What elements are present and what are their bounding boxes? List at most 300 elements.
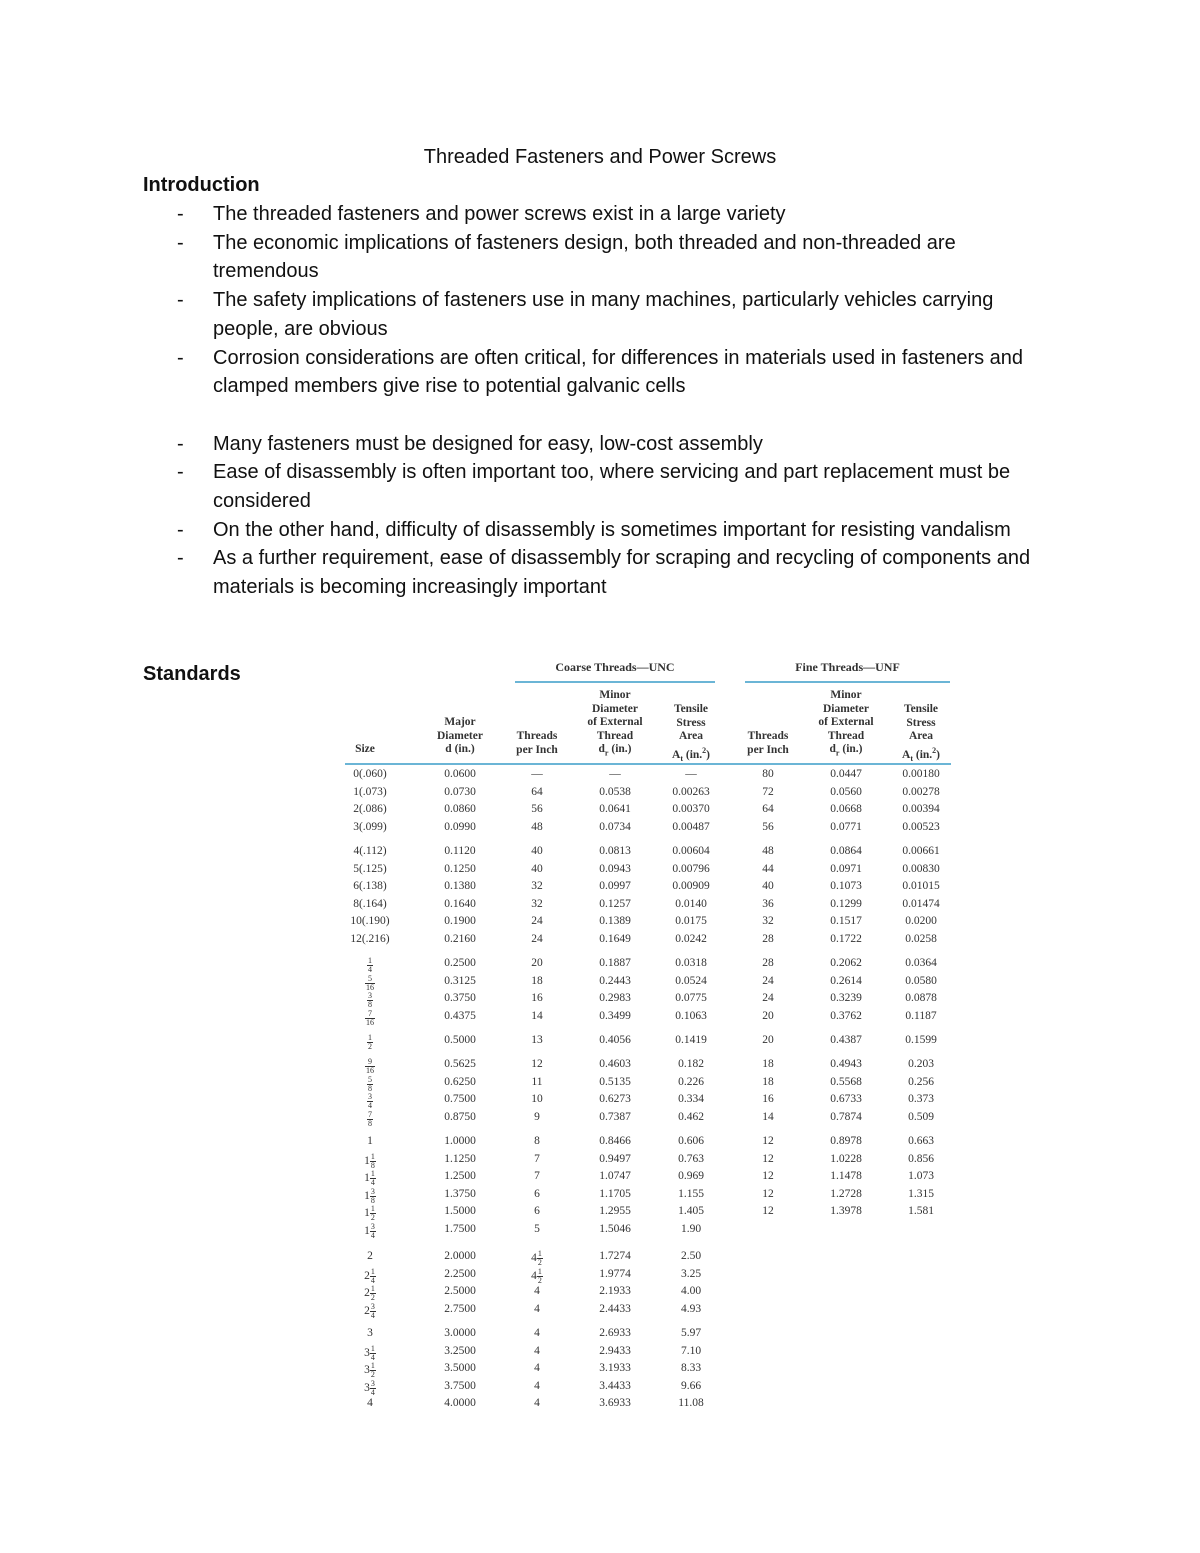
cell-major-diameter: 2.0000 bbox=[444, 1250, 476, 1262]
table-row bbox=[340, 880, 952, 897]
cell-coarse-tpi: 64 bbox=[531, 785, 543, 798]
header-fine-minor-diameter: Minor Diameter of External Thread $d_r$ (in.) bbox=[818, 689, 874, 758]
cell-fine-minor-diameter: 0.0447 bbox=[830, 768, 862, 780]
cell-coarse-minor-diameter: 0.2983 bbox=[599, 992, 631, 1004]
cell-coarse-minor-diameter: 0.8466 bbox=[599, 1135, 631, 1147]
list-item-text: Many fasteners must be designed for easy, low-cost assembly bbox=[213, 432, 763, 455]
cell-coarse-minor-diameter: 2.4433 bbox=[599, 1302, 631, 1315]
fine-group-rule bbox=[745, 681, 950, 683]
cell-major-diameter: 0.4375 bbox=[444, 1009, 476, 1022]
cell-fine-minor-diameter: 0.2062 bbox=[830, 957, 862, 969]
cell-size: 6(.138) bbox=[353, 880, 387, 892]
cell-coarse-tpi: 24 bbox=[531, 915, 543, 927]
table-row bbox=[340, 1111, 952, 1128]
cell-coarse-minor-diameter: 2.1933 bbox=[599, 1285, 631, 1297]
standards-heading: Standards bbox=[143, 663, 241, 685]
cell-coarse-minor-diameter: 0.0538 bbox=[599, 785, 631, 798]
cell-fine-tpi: 12 bbox=[762, 1187, 774, 1200]
fraction: $\frac{3}{4}$ bbox=[370, 1221, 375, 1240]
cell-coarse-tensile-area: 2.50 bbox=[680, 1250, 702, 1262]
cell-major-diameter: 1.3750 bbox=[444, 1187, 476, 1200]
cell-coarse-tpi: 40 bbox=[531, 862, 543, 875]
cell-coarse-minor-diameter: — bbox=[609, 768, 621, 780]
cell-coarse-minor-diameter: 2.9433 bbox=[599, 1344, 631, 1357]
cell-coarse-tensile-area: 4.93 bbox=[680, 1302, 702, 1315]
cell-fine-tpi: 80 bbox=[762, 768, 774, 780]
cell-coarse-minor-diameter: 0.3499 bbox=[599, 1009, 631, 1022]
cell-coarse-tensile-area: 0.0775 bbox=[675, 992, 707, 1004]
cell-major-diameter: 0.1640 bbox=[444, 897, 476, 910]
cell-size: 3 bbox=[367, 1327, 373, 1339]
fraction: $\frac{1}{4}$ bbox=[368, 956, 372, 974]
cell-coarse-tpi: 4 bbox=[534, 1302, 540, 1315]
cell-major-diameter: 0.0730 bbox=[444, 785, 476, 798]
table-row bbox=[340, 975, 952, 992]
cell-coarse-tensile-area: — bbox=[685, 768, 697, 780]
cell-coarse-minor-diameter: 0.0734 bbox=[599, 820, 631, 833]
cell-size: 3(.099) bbox=[353, 820, 387, 833]
cell-fine-minor-diameter: 0.1073 bbox=[830, 880, 862, 892]
cell-coarse-tpi: 4 bbox=[534, 1379, 540, 1392]
table-row bbox=[340, 957, 952, 974]
table-row bbox=[340, 1397, 952, 1414]
table-row bbox=[340, 1223, 952, 1240]
table-row bbox=[340, 1250, 952, 1267]
table-row bbox=[340, 1303, 952, 1320]
cell-fine-tensile-area: 0.01474 bbox=[902, 897, 940, 910]
cell-coarse-tensile-area: 5.97 bbox=[680, 1327, 702, 1339]
introduction-heading: Introduction bbox=[143, 174, 260, 196]
cell-fine-tpi: 44 bbox=[762, 862, 774, 875]
list-item-text: As a further requirement, ease of disassembly for scraping and recycling of components and materials is becoming increasingly important bbox=[213, 547, 1031, 599]
cell-coarse-minor-diameter: 0.1389 bbox=[599, 915, 631, 927]
cell-major-diameter: 4.0000 bbox=[444, 1397, 476, 1409]
cell-coarse-tpi: 4 bbox=[534, 1362, 540, 1374]
table-row bbox=[340, 1205, 952, 1222]
cell-fine-tensile-area: 0.0364 bbox=[905, 957, 937, 969]
fraction: $\frac{1}{4}$ bbox=[370, 1169, 375, 1187]
cell-fine-tpi: 16 bbox=[762, 1093, 774, 1105]
cell-fine-tpi: 12 bbox=[762, 1152, 774, 1165]
cell-coarse-tpi: 14 bbox=[531, 1009, 543, 1022]
table-row bbox=[340, 1153, 952, 1170]
cell-coarse-minor-diameter: 1.1705 bbox=[599, 1187, 631, 1200]
bullet-dash: - bbox=[177, 461, 184, 484]
cell-fine-tensile-area: 0.0580 bbox=[905, 974, 937, 987]
cell-coarse-tpi: 48 bbox=[531, 820, 543, 833]
header-major-diameter: Major Diameter d (in.) bbox=[437, 716, 483, 755]
cell-coarse-tpi: 6 bbox=[534, 1205, 540, 1217]
header-coarse-threads-per-inch: Threads per Inch bbox=[516, 730, 558, 756]
cell-major-diameter: 0.3750 bbox=[444, 992, 476, 1004]
cell-fine-tpi: 20 bbox=[762, 1034, 774, 1046]
cell-coarse-tensile-area: 0.606 bbox=[678, 1135, 704, 1147]
cell-size: 2 $\frac{3}{4}$ bbox=[364, 1301, 375, 1320]
cell-fine-tpi: 24 bbox=[762, 992, 774, 1004]
cell-major-diameter: 0.5625 bbox=[444, 1058, 476, 1070]
cell-fine-tpi: 28 bbox=[762, 932, 774, 945]
cell-major-diameter: 0.2160 bbox=[444, 932, 476, 945]
page-title: Threaded Fasteners and Power Screws bbox=[423, 146, 777, 168]
header-fine-tensile-area: Tensile Stress Area $A_t$ (in.$^2$) bbox=[902, 703, 940, 763]
cell-coarse-tensile-area: 0.00263 bbox=[672, 785, 710, 798]
cell-major-diameter: 0.1900 bbox=[444, 915, 476, 927]
cell-coarse-tpi: 7 bbox=[534, 1170, 540, 1182]
cell-fine-tensile-area: 0.00523 bbox=[902, 820, 940, 833]
bullet-dash: - bbox=[177, 289, 184, 312]
cell-coarse-tensile-area: 0.0318 bbox=[675, 957, 707, 969]
cell-major-diameter: 0.1380 bbox=[444, 880, 476, 892]
list-item-text: On the other hand, difficulty of disassembly is sometimes important for resisting vandalism bbox=[213, 518, 1011, 541]
cell-coarse-tensile-area: 0.763 bbox=[678, 1152, 704, 1165]
header-coarse-minor-diameter: Minor Diameter of External Thread $d_r$ (in.) bbox=[587, 689, 643, 758]
cell-major-diameter: 3.7500 bbox=[444, 1379, 476, 1392]
cell-coarse-tensile-area: 0.1063 bbox=[675, 1009, 707, 1022]
cell-size: 5(.125) bbox=[353, 862, 387, 875]
cell-coarse-tpi: 10 bbox=[531, 1093, 543, 1105]
fraction: $\frac{1}{2}$ bbox=[370, 1284, 375, 1302]
cell-fine-tpi: 56 bbox=[762, 820, 774, 833]
list-item-text: The economic implications of fasteners design, both threaded and non-threaded are tremendous bbox=[213, 231, 956, 283]
cell-coarse-tensile-area: 11.08 bbox=[678, 1397, 704, 1409]
cell-coarse-tensile-area: 0.0242 bbox=[675, 932, 707, 945]
table-row bbox=[340, 1135, 952, 1152]
cell-fine-tpi: 24 bbox=[762, 974, 774, 987]
cell-coarse-tpi: 4 bbox=[534, 1344, 540, 1357]
table-row bbox=[340, 1327, 952, 1344]
list-item bbox=[143, 200, 1063, 229]
cell-coarse-tpi: 9 bbox=[534, 1110, 540, 1123]
header-size: Size bbox=[355, 743, 375, 755]
cell-coarse-tpi: 7 bbox=[534, 1152, 540, 1165]
list-item bbox=[143, 286, 1063, 343]
coarse-group-header: Coarse Threads—UNC bbox=[555, 660, 675, 674]
cell-major-diameter: 0.8750 bbox=[444, 1110, 476, 1123]
cell-coarse-tensile-area: 0.0175 bbox=[675, 915, 707, 927]
cell-size: 1 $\frac{1}{4}$ bbox=[364, 1169, 375, 1187]
coarse-group-rule bbox=[515, 681, 715, 683]
cell-fine-tensile-area: 1.073 bbox=[908, 1170, 934, 1182]
cell-fine-tpi: 72 bbox=[762, 785, 774, 798]
cell-size bbox=[340, 957, 400, 974]
cell-size: 3 $\frac{3}{4}$ bbox=[364, 1378, 375, 1397]
list-item bbox=[143, 458, 1063, 515]
cell-fine-minor-diameter: 0.5568 bbox=[830, 1075, 862, 1088]
bullet-dash: - bbox=[177, 231, 184, 254]
list-item-text: The threaded fasteners and power screws exist in a large variety bbox=[213, 203, 786, 225]
cell-major-diameter: 1.7500 bbox=[444, 1222, 476, 1235]
cell-coarse-tpi: 13 bbox=[531, 1034, 543, 1046]
cell-coarse-tpi: 32 bbox=[531, 897, 543, 910]
list-item-text: Corrosion considerations are often critical, for differences in materials used in fasteners and clamped members give rise to potential galvanic cells bbox=[213, 346, 1024, 398]
fraction: $\frac{7}{16}$ bbox=[366, 1008, 374, 1027]
cell-coarse-minor-diameter: 1.2955 bbox=[599, 1205, 631, 1217]
cell-coarse-tensile-area: 0.00909 bbox=[672, 880, 710, 892]
cell-fine-minor-diameter: 0.0771 bbox=[830, 820, 862, 833]
bullet-dash: - bbox=[177, 432, 184, 455]
table-header-rule bbox=[345, 763, 951, 765]
cell-major-diameter: 0.3125 bbox=[444, 974, 476, 987]
cell-coarse-tensile-area: 7.10 bbox=[680, 1344, 702, 1357]
cell-size: 4(.112) bbox=[353, 845, 387, 857]
fraction: $\frac{5}{16}$ bbox=[366, 973, 374, 992]
fraction: $\frac{1}{4}$ bbox=[370, 1343, 375, 1362]
cell-coarse-tensile-area: 9.66 bbox=[680, 1379, 702, 1392]
cell-fine-tensile-area: 1.581 bbox=[908, 1205, 934, 1217]
cell-coarse-tensile-area: 0.0140 bbox=[675, 897, 707, 910]
cell-coarse-tensile-area: 0.00604 bbox=[672, 845, 710, 857]
cell-coarse-tpi: 4 bbox=[534, 1327, 540, 1339]
fraction: $\frac{3}{4}$ bbox=[370, 1378, 375, 1397]
cell-major-diameter: 0.7500 bbox=[444, 1093, 476, 1105]
list-item-text: Ease of disassembly is often important too, where servicing and part replacement must be considered bbox=[213, 461, 1011, 513]
cell-fine-tpi: 14 bbox=[762, 1110, 774, 1123]
cell-coarse-minor-diameter: 0.0943 bbox=[599, 862, 631, 875]
cell-size: 3 $\frac{1}{2}$ bbox=[364, 1361, 375, 1379]
table-row bbox=[340, 1380, 952, 1397]
list-item bbox=[143, 516, 1063, 545]
cell-fine-tpi: 12 bbox=[762, 1170, 774, 1182]
cell-fine-tpi: 12 bbox=[762, 1135, 774, 1147]
list-item-text: The safety implications of fasteners use in many machines, particularly vehicles carrying people, are obvious bbox=[213, 289, 994, 340]
table-row bbox=[340, 845, 952, 862]
table-row bbox=[340, 1058, 952, 1075]
cell-fine-minor-diameter: 0.3239 bbox=[830, 992, 862, 1004]
cell-fine-minor-diameter: 0.6733 bbox=[830, 1093, 862, 1105]
cell-coarse-tensile-area: 0.182 bbox=[678, 1058, 704, 1070]
cell-size bbox=[340, 1034, 400, 1051]
cell-coarse-minor-diameter: 1.5046 bbox=[599, 1222, 631, 1235]
cell-coarse-minor-diameter: 0.1257 bbox=[599, 897, 631, 910]
cell-fine-tpi: 20 bbox=[762, 1009, 774, 1022]
cell-size bbox=[340, 1076, 400, 1093]
cell-major-diameter: 0.1250 bbox=[444, 862, 476, 875]
table-row bbox=[340, 898, 952, 915]
cell-fine-tensile-area: 1.315 bbox=[908, 1187, 934, 1200]
fraction: $\frac{1}{2}$ bbox=[370, 1204, 375, 1222]
cell-fine-tensile-area: 0.256 bbox=[908, 1075, 934, 1088]
cell-coarse-tpi: 24 bbox=[531, 932, 543, 945]
cell-coarse-tpi: 4 $\frac{1}{2}$ bbox=[531, 1266, 542, 1285]
cell-major-diameter: 2.2500 bbox=[444, 1267, 476, 1280]
cell-coarse-tensile-area: 0.462 bbox=[678, 1110, 704, 1123]
cell-coarse-tensile-area: 1.90 bbox=[680, 1222, 702, 1235]
cell-fine-minor-diameter: 0.0971 bbox=[830, 862, 862, 875]
cell-coarse-tensile-area: 1.155 bbox=[678, 1187, 704, 1200]
cell-size: 2(.086) bbox=[353, 803, 387, 815]
cell-coarse-tensile-area: 0.00796 bbox=[672, 862, 710, 875]
cell-size bbox=[340, 1010, 400, 1027]
table-row bbox=[340, 933, 952, 950]
table-row bbox=[340, 1010, 952, 1027]
cell-major-diameter: 1.5000 bbox=[444, 1205, 476, 1217]
fraction: $\frac{3}{8}$ bbox=[370, 1186, 375, 1205]
cell-coarse-minor-diameter: 0.4056 bbox=[599, 1034, 631, 1046]
cell-major-diameter: 0.1120 bbox=[444, 845, 476, 857]
introduction-list bbox=[143, 200, 1063, 602]
cell-coarse-minor-diameter: 3.4433 bbox=[599, 1379, 631, 1392]
cell-fine-tensile-area: 0.00180 bbox=[902, 768, 940, 780]
cell-fine-minor-diameter: 0.4387 bbox=[830, 1034, 862, 1046]
cell-coarse-tpi: 16 bbox=[531, 992, 543, 1004]
cell-coarse-tpi: 56 bbox=[531, 803, 543, 815]
table-row bbox=[340, 1170, 952, 1187]
bullet-dash: - bbox=[177, 346, 184, 369]
cell-fine-minor-diameter: 0.2614 bbox=[830, 974, 862, 987]
cell-size: 1 $\frac{3}{8}$ bbox=[364, 1186, 375, 1205]
table-row bbox=[340, 768, 952, 785]
list-item bbox=[143, 229, 1063, 286]
cell-size: 1 $\frac{1}{8}$ bbox=[364, 1151, 375, 1170]
cell-size: 1 bbox=[367, 1135, 373, 1147]
cell-major-diameter: 2.5000 bbox=[444, 1285, 476, 1297]
cell-size: 1(.073) bbox=[353, 785, 387, 798]
table-row bbox=[340, 1188, 952, 1205]
cell-fine-tensile-area: 0.203 bbox=[908, 1058, 934, 1070]
fine-group-header: Fine Threads—UNF bbox=[795, 660, 900, 674]
cell-fine-tpi: 12 bbox=[762, 1205, 774, 1217]
cell-size: 2 bbox=[367, 1250, 373, 1262]
cell-major-diameter: 0.2500 bbox=[444, 957, 476, 969]
fraction: $\frac{1}{2}$ bbox=[368, 1033, 372, 1051]
cell-coarse-tpi: 6 bbox=[534, 1187, 540, 1200]
cell-fine-minor-diameter: 0.4943 bbox=[830, 1058, 862, 1070]
cell-fine-minor-diameter: 1.3978 bbox=[830, 1205, 862, 1217]
cell-major-diameter: 0.0990 bbox=[444, 820, 476, 833]
table-row bbox=[340, 863, 952, 880]
cell-fine-minor-diameter: 1.1478 bbox=[830, 1170, 862, 1182]
bullet-dash: - bbox=[177, 518, 184, 541]
cell-fine-tensile-area: 0.00394 bbox=[902, 803, 940, 815]
fraction: $\frac{3}{4}$ bbox=[370, 1301, 375, 1320]
cell-size: 2 $\frac{1}{4}$ bbox=[364, 1266, 375, 1285]
cell-coarse-tpi: 12 bbox=[531, 1058, 543, 1070]
cell-coarse-minor-diameter: 0.6273 bbox=[599, 1093, 631, 1105]
cell-size bbox=[340, 1058, 400, 1075]
cell-major-diameter: 0.5000 bbox=[444, 1034, 476, 1046]
cell-coarse-tensile-area: 1.405 bbox=[678, 1205, 704, 1217]
cell-coarse-minor-diameter: 0.7387 bbox=[599, 1110, 631, 1123]
fraction: $\frac{1}{4}$ bbox=[370, 1266, 375, 1285]
cell-fine-tensile-area: 0.1187 bbox=[905, 1009, 937, 1022]
cell-size: 1 $\frac{3}{4}$ bbox=[364, 1221, 375, 1240]
cell-fine-tpi: 36 bbox=[762, 897, 774, 910]
cell-fine-tensile-area: 0.663 bbox=[908, 1135, 934, 1147]
cell-coarse-minor-diameter: 2.6933 bbox=[599, 1327, 631, 1339]
cell-coarse-minor-diameter: 0.0997 bbox=[599, 880, 631, 892]
cell-size: 1 $\frac{1}{2}$ bbox=[364, 1204, 375, 1222]
cell-size: 0(.060) bbox=[353, 768, 387, 780]
fraction: $\frac{1}{2}$ bbox=[537, 1249, 542, 1267]
cell-coarse-tpi: 32 bbox=[531, 880, 543, 892]
cell-coarse-tpi: 40 bbox=[531, 845, 543, 857]
cell-fine-minor-diameter: 0.1722 bbox=[830, 932, 862, 945]
fraction: $\frac{1}{2}$ bbox=[537, 1266, 542, 1285]
cell-coarse-minor-diameter: 3.1933 bbox=[599, 1362, 631, 1374]
table-row bbox=[340, 1034, 952, 1051]
cell-coarse-minor-diameter: 0.1887 bbox=[599, 957, 631, 969]
cell-fine-minor-diameter: 0.0560 bbox=[830, 785, 862, 798]
cell-fine-tpi: 32 bbox=[762, 915, 774, 927]
cell-size: 12(.216) bbox=[350, 932, 390, 945]
cell-coarse-tensile-area: 0.1419 bbox=[675, 1034, 707, 1046]
cell-fine-tensile-area: 0.0200 bbox=[905, 915, 937, 927]
cell-fine-tensile-area: 0.509 bbox=[908, 1110, 934, 1123]
cell-size: 2 $\frac{1}{2}$ bbox=[364, 1284, 375, 1302]
cell-coarse-tpi: 4 $\frac{1}{2}$ bbox=[531, 1249, 542, 1267]
cell-major-diameter: 0.6250 bbox=[444, 1075, 476, 1088]
cell-fine-tensile-area: 0.00278 bbox=[902, 785, 940, 798]
cell-coarse-minor-diameter: 0.0641 bbox=[599, 803, 631, 815]
cell-size: 8(.164) bbox=[353, 897, 387, 910]
bullet-dash: - bbox=[177, 547, 184, 570]
cell-coarse-tpi: 4 bbox=[534, 1397, 540, 1409]
cell-coarse-minor-diameter: 1.7274 bbox=[599, 1250, 631, 1262]
cell-coarse-minor-diameter: 1.9774 bbox=[599, 1267, 631, 1280]
cell-major-diameter: 0.0860 bbox=[444, 803, 476, 815]
cell-major-diameter: 2.7500 bbox=[444, 1302, 476, 1315]
bullet-dash: - bbox=[177, 203, 184, 225]
cell-coarse-tpi: 5 bbox=[534, 1222, 540, 1235]
table-row bbox=[340, 1268, 952, 1285]
cell-coarse-minor-diameter: 0.4603 bbox=[599, 1058, 631, 1070]
cell-fine-tensile-area: 0.00830 bbox=[902, 862, 940, 875]
cell-size: 4 bbox=[367, 1397, 373, 1409]
list-item bbox=[143, 344, 1063, 401]
cell-fine-tensile-area: 0.0258 bbox=[905, 932, 937, 945]
cell-fine-tpi: 18 bbox=[762, 1058, 774, 1070]
cell-coarse-tpi: 20 bbox=[531, 957, 543, 969]
cell-coarse-tensile-area: 0.226 bbox=[678, 1075, 704, 1088]
cell-fine-tpi: 40 bbox=[762, 880, 774, 892]
cell-coarse-tpi: 8 bbox=[534, 1135, 540, 1147]
cell-major-diameter: 3.2500 bbox=[444, 1344, 476, 1357]
cell-size bbox=[340, 1093, 400, 1110]
cell-major-diameter: 3.5000 bbox=[444, 1362, 476, 1374]
cell-coarse-minor-diameter: 1.0747 bbox=[599, 1170, 631, 1182]
cell-fine-tensile-area: 0.00661 bbox=[902, 845, 940, 857]
table-row bbox=[340, 992, 952, 1009]
list-item bbox=[143, 430, 1063, 459]
cell-size: 3 $\frac{1}{4}$ bbox=[364, 1343, 375, 1362]
cell-coarse-minor-diameter: 0.9497 bbox=[599, 1152, 631, 1165]
cell-fine-tpi: 28 bbox=[762, 957, 774, 969]
cell-size bbox=[340, 975, 400, 992]
cell-coarse-tensile-area: 0.0524 bbox=[675, 974, 707, 987]
cell-coarse-minor-diameter: 0.1649 bbox=[599, 932, 631, 945]
table-row bbox=[340, 1076, 952, 1093]
cell-fine-tensile-area: 0.1599 bbox=[905, 1034, 937, 1046]
cell-coarse-tensile-area: 4.00 bbox=[680, 1285, 702, 1297]
cell-coarse-tensile-area: 0.00370 bbox=[672, 803, 710, 815]
cell-fine-minor-diameter: 0.1299 bbox=[830, 897, 862, 910]
cell-coarse-minor-diameter: 0.2443 bbox=[599, 974, 631, 987]
table-row bbox=[340, 1345, 952, 1362]
cell-coarse-tpi: 18 bbox=[531, 974, 543, 987]
cell-fine-minor-diameter: 0.0668 bbox=[830, 803, 862, 815]
fraction: $\frac{9}{16}$ bbox=[366, 1057, 374, 1075]
cell-coarse-tensile-area: 0.00487 bbox=[672, 820, 710, 833]
table-row bbox=[340, 803, 952, 820]
cell-coarse-tensile-area: 8.33 bbox=[680, 1362, 702, 1374]
table-row bbox=[340, 786, 952, 803]
fraction: $\frac{5}{8}$ bbox=[368, 1074, 372, 1093]
cell-fine-tensile-area: 0.856 bbox=[908, 1152, 934, 1165]
cell-fine-minor-diameter: 0.7874 bbox=[830, 1110, 862, 1123]
cell-major-diameter: 1.1250 bbox=[444, 1152, 476, 1165]
fraction: $\frac{3}{4}$ bbox=[368, 1092, 372, 1110]
fraction: $\frac{3}{8}$ bbox=[368, 991, 372, 1009]
